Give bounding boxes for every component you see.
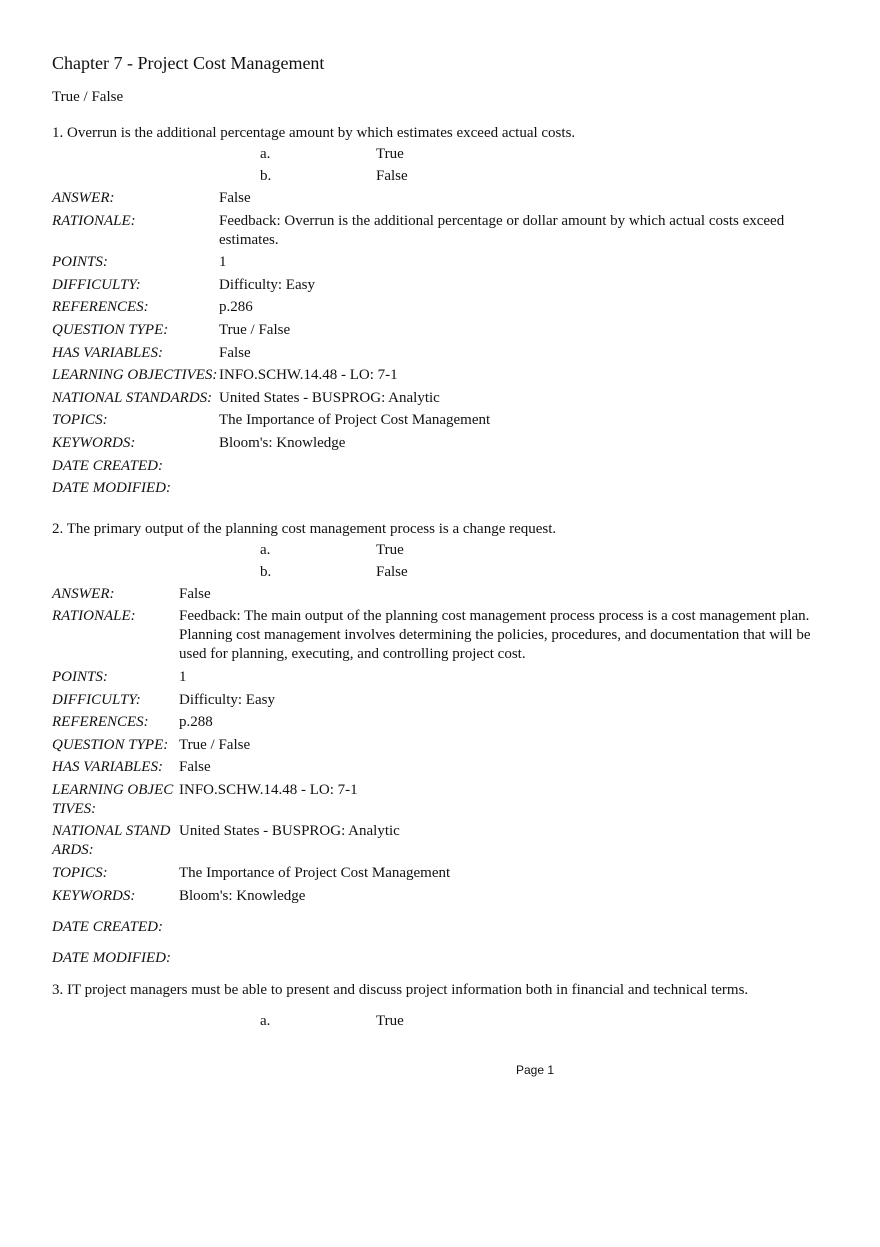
references-value: p.288 xyxy=(179,714,213,731)
date-created-value xyxy=(179,918,819,949)
answer-value: False xyxy=(179,585,211,602)
topics-value: The Importance of Project Cost Management xyxy=(219,412,491,429)
page-number: Page 1 xyxy=(516,1063,555,1077)
question-type-label: QUESTION TYPE: xyxy=(52,736,169,753)
keywords-value: Bloom's: Knowledge xyxy=(179,887,306,904)
has-variables-label: HAS VARIABLES: xyxy=(52,344,163,361)
date-modified-value xyxy=(179,949,819,972)
references-value: p.286 xyxy=(219,299,253,316)
question-1 xyxy=(52,124,832,502)
date-created-label: DATE CREATED: xyxy=(52,457,163,474)
choice-letter: b. xyxy=(260,168,272,184)
rationale-label: RATIONALE: xyxy=(52,212,136,229)
answer-value: False xyxy=(219,190,251,206)
difficulty-value: Difficulty: Easy xyxy=(179,691,275,708)
difficulty-label: DIFFICULTY: xyxy=(52,691,141,708)
points-value: 1 xyxy=(219,254,227,271)
choice-a xyxy=(52,1010,832,1032)
choice-letter: a. xyxy=(260,1013,271,1030)
document-page xyxy=(52,52,832,1032)
question-type-value: True / False xyxy=(219,321,291,338)
difficulty-label: DIFFICULTY: xyxy=(52,276,141,293)
choice-letter: a. xyxy=(260,541,271,558)
keywords-label: KEYWORDS: xyxy=(52,434,136,451)
question-text: 3. IT project managers must be able to present and discuss project information both in financial and technical terms. xyxy=(52,982,749,999)
choice-b xyxy=(52,561,832,583)
date-modified-label: DATE MODIFIED: xyxy=(52,949,171,966)
has-variables-label: HAS VARIABLES: xyxy=(52,759,163,776)
choice-b xyxy=(52,165,832,187)
answer-label: ANSWER: xyxy=(52,585,115,602)
has-variables-value: False xyxy=(219,344,251,361)
national-standards-label: NATIONAL STANDARDS: xyxy=(52,823,171,859)
topics-value: The Importance of Project Cost Management xyxy=(179,865,451,882)
learning-objectives-label: LEARNING OBJECTIVES: xyxy=(52,781,174,817)
question-metadata xyxy=(52,585,819,972)
page-title: Chapter 7 - Project Cost Management xyxy=(52,53,325,73)
rationale-value: Feedback: The main output of the planning cost management process process is a cost management plan. Planning cost management involves determining the policies, procedures, and documentation that will be used for planning, executing, and controlling project cost. xyxy=(179,608,811,663)
choice-a xyxy=(52,539,832,561)
date-created-label: DATE CREATED: xyxy=(52,918,163,935)
topics-label: TOPICS: xyxy=(52,865,108,882)
points-label: POINTS: xyxy=(52,668,108,685)
question-2 xyxy=(52,520,832,972)
choice-text: True xyxy=(376,541,404,558)
national-standards-value: United States - BUSPROG: Analytic xyxy=(179,823,400,840)
choice-letter: a. xyxy=(260,146,271,162)
date-modified-value xyxy=(219,479,819,502)
learning-objectives-label: LEARNING OBJECTIVES: xyxy=(52,367,218,384)
choice-text: False xyxy=(376,168,408,184)
references-label: REFERENCES: xyxy=(52,714,149,731)
learning-objectives-value: INFO.SCHW.14.48 - LO: 7-1 xyxy=(219,367,398,384)
choice-letter: b. xyxy=(260,563,272,580)
national-standards-label: NATIONAL STANDARDS: xyxy=(52,389,213,406)
references-label: REFERENCES: xyxy=(52,299,149,316)
difficulty-value: Difficulty: Easy xyxy=(219,276,315,293)
date-created-value xyxy=(219,457,819,480)
has-variables-value: False xyxy=(179,759,211,776)
question-type-label: QUESTION TYPE: xyxy=(52,321,169,338)
choice-text: True xyxy=(376,1013,404,1030)
topics-label: TOPICS: xyxy=(52,412,108,429)
rationale-value: Feedback: Overrun is the additional percentage or dollar amount by which actual costs exceed estimates. xyxy=(219,212,785,248)
learning-objectives-value: INFO.SCHW.14.48 - LO: 7-1 xyxy=(179,781,358,798)
choice-text: True xyxy=(376,146,404,162)
question-text: 1. Overrun is the additional percentage amount by which estimates exceed actual costs. xyxy=(52,125,576,141)
rationale-label: RATIONALE: xyxy=(52,608,136,625)
date-modified-label: DATE MODIFIED: xyxy=(52,480,171,497)
question-3 xyxy=(52,981,832,1032)
question-type-value: True / False xyxy=(179,736,251,753)
choice-a xyxy=(52,143,832,165)
points-value: 1 xyxy=(179,668,187,685)
question-metadata xyxy=(52,189,819,502)
keywords-label: KEYWORDS: xyxy=(52,887,136,904)
national-standards-value: United States - BUSPROG: Analytic xyxy=(219,389,440,406)
choice-text: False xyxy=(376,563,408,580)
section-heading: True / False xyxy=(52,89,124,105)
points-label: POINTS: xyxy=(52,254,108,271)
answer-label: ANSWER: xyxy=(52,190,115,206)
question-text: 2. The primary output of the planning cost management process is a change request. xyxy=(52,520,557,537)
keywords-value: Bloom's: Knowledge xyxy=(219,434,346,451)
